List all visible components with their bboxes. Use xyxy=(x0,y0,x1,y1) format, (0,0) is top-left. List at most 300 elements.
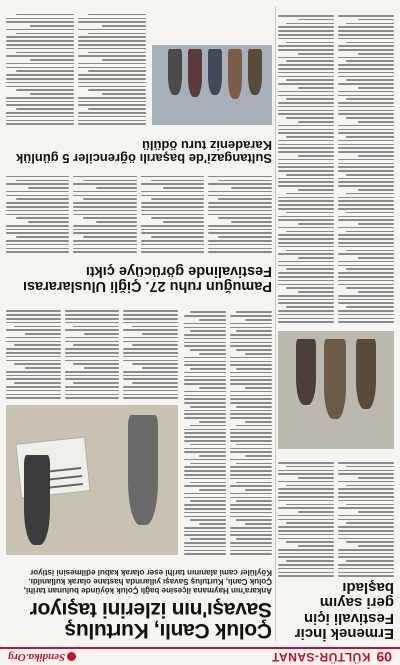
text-line xyxy=(278,314,334,316)
text-line xyxy=(6,21,74,23)
text-line xyxy=(6,348,61,350)
text-line xyxy=(358,477,394,479)
text-line xyxy=(278,26,334,28)
text-line xyxy=(230,459,272,461)
text-line xyxy=(338,526,394,528)
text-line xyxy=(102,59,146,61)
text-line xyxy=(338,76,394,78)
text-line xyxy=(142,367,178,369)
text-line xyxy=(16,108,74,110)
text-line xyxy=(6,195,70,197)
photo-figure xyxy=(296,339,316,405)
text-line xyxy=(338,49,394,51)
text-line xyxy=(184,357,226,359)
text-line xyxy=(74,191,138,193)
text-line xyxy=(6,18,74,20)
text-line xyxy=(231,187,272,189)
text-line xyxy=(338,564,394,566)
text-line xyxy=(338,261,394,263)
text-line xyxy=(338,515,394,517)
text-line xyxy=(358,257,394,259)
text-line xyxy=(278,572,334,574)
text-line xyxy=(184,474,226,476)
text-line xyxy=(6,78,74,80)
text-line xyxy=(14,363,60,365)
text-line xyxy=(230,429,272,431)
text-line xyxy=(123,375,178,377)
text-line xyxy=(16,236,70,238)
text-line xyxy=(338,208,394,210)
text-line xyxy=(14,344,60,346)
lead-story-deck: Ankara'nın Haymana ilçesine bağlı Çoluk köyünde bulunan tarihi, Çoluk Canlı, Kurtuluş Savaşı yıllarında hastane olarak kullanıldı. Köylüler cami alanının tarihi eser olarak kabul edilmesini istiyor xyxy=(23,567,272,596)
text-line xyxy=(184,361,226,363)
text-line xyxy=(358,511,394,513)
section-label: KÜLTÜR-SANAT xyxy=(271,650,371,664)
text-line xyxy=(338,470,394,472)
text-line xyxy=(338,557,394,559)
text-line xyxy=(141,210,205,212)
text-line xyxy=(184,497,226,499)
text-line xyxy=(88,52,146,54)
text-line xyxy=(123,397,178,399)
text-line xyxy=(65,390,120,392)
text-line xyxy=(338,170,394,172)
text-line xyxy=(230,466,272,468)
text-line xyxy=(184,327,226,329)
masthead-brand[interactable] xyxy=(8,651,76,663)
text-line xyxy=(218,236,272,238)
text-line xyxy=(123,341,178,343)
text-line xyxy=(184,550,226,552)
text-line xyxy=(88,108,146,110)
text-line xyxy=(78,67,146,69)
text-line xyxy=(230,512,272,514)
third-story-photo xyxy=(152,45,272,125)
text-line xyxy=(230,395,272,397)
text-line xyxy=(278,197,334,199)
text-column xyxy=(338,9,394,323)
text-line xyxy=(338,276,394,278)
text-line xyxy=(278,113,334,115)
text-line xyxy=(278,182,334,184)
text-column xyxy=(184,305,226,555)
text-line xyxy=(16,14,74,16)
text-line xyxy=(199,489,226,491)
text-line xyxy=(286,193,334,195)
text-line xyxy=(184,376,226,378)
text-line xyxy=(6,386,61,388)
text-line xyxy=(338,200,394,202)
text-line xyxy=(6,120,74,122)
text-line xyxy=(141,206,205,208)
text-line xyxy=(184,535,226,537)
text-line xyxy=(74,195,138,197)
text-line xyxy=(184,516,226,518)
text-line xyxy=(78,97,146,99)
text-line xyxy=(65,394,120,396)
photo-figure xyxy=(228,49,242,99)
text-line xyxy=(74,244,138,246)
text-line xyxy=(151,180,205,182)
text-line xyxy=(230,391,272,393)
text-line xyxy=(346,136,394,138)
text-line xyxy=(338,204,394,206)
text-line xyxy=(236,368,272,370)
text-line xyxy=(218,217,272,219)
text-line xyxy=(338,299,394,301)
left-story-headline[interactable]: Ermenek İncir Festivali için geri sayım başladı xyxy=(294,579,394,642)
text-line xyxy=(78,101,146,103)
text-line xyxy=(74,251,138,253)
second-story-headline[interactable]: Pamuğun ruhu 27. Çiğli Uluslararası Festivalinde görücüye çıktı xyxy=(23,263,272,294)
text-line xyxy=(184,508,226,510)
text-line xyxy=(230,361,272,363)
text-line xyxy=(184,527,226,529)
text-line xyxy=(230,357,272,359)
text-line xyxy=(6,310,61,312)
text-line xyxy=(358,19,394,21)
text-line xyxy=(6,244,70,246)
text-line xyxy=(209,244,273,246)
text-line xyxy=(78,105,146,107)
text-line xyxy=(190,500,226,502)
text-line xyxy=(338,113,394,115)
text-line xyxy=(338,295,394,297)
text-line xyxy=(6,240,70,242)
text-line xyxy=(298,121,334,123)
text-line xyxy=(184,395,226,397)
text-column xyxy=(278,457,334,577)
text-line xyxy=(141,176,205,178)
text-line xyxy=(230,448,272,450)
text-line xyxy=(358,291,394,293)
text-line xyxy=(278,534,334,536)
text-line xyxy=(338,147,394,149)
text-line xyxy=(278,280,334,282)
third-story-headline[interactable]: Sultangazi'de başarılı öğrenciler 5 günlük Karadeniz turu ödülü xyxy=(16,137,272,166)
text-line xyxy=(6,397,61,399)
text-line xyxy=(278,76,334,78)
text-line xyxy=(190,425,226,427)
text-line xyxy=(230,546,272,548)
text-line xyxy=(6,74,74,76)
text-line xyxy=(346,287,394,289)
brand-name: Sendika.Org xyxy=(8,651,66,663)
text-line xyxy=(346,42,394,44)
text-line xyxy=(65,310,120,312)
text-line xyxy=(338,125,394,127)
text-line xyxy=(278,200,334,202)
left-story-body-top xyxy=(278,457,394,577)
text-line xyxy=(65,386,120,388)
text-line xyxy=(6,318,61,320)
text-line xyxy=(338,83,394,85)
text-line xyxy=(184,315,226,317)
text-line xyxy=(123,329,178,331)
text-line xyxy=(346,98,394,100)
text-line xyxy=(6,202,70,204)
text-column xyxy=(6,173,70,253)
text-line xyxy=(132,382,178,384)
text-line xyxy=(230,451,272,453)
text-line xyxy=(123,371,178,373)
text-line xyxy=(65,322,120,324)
text-line xyxy=(184,410,226,412)
text-line xyxy=(230,379,272,381)
text-line xyxy=(278,549,334,551)
text-line xyxy=(236,349,272,351)
text-line xyxy=(338,534,394,536)
text-line xyxy=(6,394,61,396)
text-line xyxy=(298,257,334,259)
text-line xyxy=(346,466,394,468)
text-line xyxy=(65,360,120,362)
text-line xyxy=(230,531,272,533)
text-line xyxy=(184,402,226,404)
text-line xyxy=(141,248,205,250)
text-line xyxy=(151,198,205,200)
text-line xyxy=(209,214,273,216)
text-line xyxy=(230,315,272,317)
text-line xyxy=(278,284,334,286)
text-line xyxy=(236,425,272,427)
text-line xyxy=(6,329,61,331)
text-line xyxy=(278,140,334,142)
text-line xyxy=(199,319,226,321)
text-line xyxy=(190,368,226,370)
text-line xyxy=(184,485,226,487)
text-line xyxy=(358,223,394,225)
text-line xyxy=(236,406,272,408)
text-line xyxy=(278,242,334,244)
text-line xyxy=(338,496,394,498)
text-line xyxy=(123,386,178,388)
text-line xyxy=(230,372,272,374)
text-line xyxy=(278,321,334,323)
text-line xyxy=(6,55,74,57)
photo-figure xyxy=(188,49,202,97)
text-line xyxy=(184,531,226,533)
text-line xyxy=(298,511,334,513)
text-line xyxy=(298,223,334,225)
text-line xyxy=(346,560,394,562)
text-line xyxy=(346,485,394,487)
text-line xyxy=(184,342,226,344)
text-line xyxy=(286,174,334,176)
text-line xyxy=(278,318,334,320)
text-line xyxy=(190,349,226,351)
text-line xyxy=(346,79,394,81)
text-line xyxy=(278,110,334,112)
text-line xyxy=(184,512,226,514)
text-line xyxy=(278,299,334,301)
text-line xyxy=(74,210,138,212)
text-line xyxy=(65,356,120,358)
text-line xyxy=(184,459,226,461)
text-line xyxy=(286,231,334,233)
text-line xyxy=(338,246,394,248)
page-header xyxy=(0,647,400,665)
text-line xyxy=(338,68,394,70)
text-line xyxy=(6,322,61,324)
text-line xyxy=(6,86,74,88)
text-line xyxy=(230,497,272,499)
text-line xyxy=(73,363,119,365)
text-line xyxy=(78,29,146,31)
text-column xyxy=(209,173,273,253)
text-line xyxy=(184,338,226,340)
text-line xyxy=(245,387,272,389)
text-line xyxy=(346,306,394,308)
text-line xyxy=(338,110,394,112)
text-line xyxy=(151,236,205,238)
text-line xyxy=(278,310,334,312)
text-line xyxy=(88,14,146,16)
text-line xyxy=(6,225,70,227)
text-line xyxy=(190,463,226,465)
text-line xyxy=(338,568,394,570)
text-line xyxy=(338,216,394,218)
text-line xyxy=(78,116,146,118)
text-line xyxy=(338,140,394,142)
text-line xyxy=(286,212,334,214)
text-line xyxy=(278,500,334,502)
text-line xyxy=(278,68,334,70)
text-line xyxy=(184,383,226,385)
text-line xyxy=(163,221,204,223)
text-line xyxy=(346,231,394,233)
text-line xyxy=(286,504,334,506)
text-line xyxy=(123,356,178,358)
text-line xyxy=(123,390,178,392)
text-line xyxy=(230,432,272,434)
text-line xyxy=(278,72,334,74)
text-line xyxy=(16,89,74,91)
text-line xyxy=(6,341,61,343)
text-line xyxy=(298,189,334,191)
text-line xyxy=(338,481,394,483)
text-line xyxy=(358,53,394,55)
text-line xyxy=(236,330,272,332)
photo-figure xyxy=(128,415,158,525)
text-line xyxy=(286,98,334,100)
text-line xyxy=(278,568,334,570)
text-line xyxy=(209,176,273,178)
text-line xyxy=(83,198,137,200)
text-line xyxy=(163,187,204,189)
column-divider xyxy=(275,6,276,641)
lead-story-body-right xyxy=(6,305,178,399)
text-line xyxy=(338,519,394,521)
text-line xyxy=(190,519,226,521)
text-line xyxy=(30,25,74,27)
text-line xyxy=(199,523,226,525)
text-line xyxy=(346,61,394,63)
text-line xyxy=(278,34,334,36)
text-line xyxy=(338,129,394,131)
text-line xyxy=(358,87,394,89)
text-line xyxy=(184,478,226,480)
text-line xyxy=(65,371,120,373)
text-line xyxy=(346,268,394,270)
text-line xyxy=(184,364,226,366)
text-line xyxy=(88,89,146,91)
text-line xyxy=(6,356,61,358)
text-line xyxy=(278,530,334,532)
text-line xyxy=(209,233,273,235)
text-line xyxy=(278,163,334,165)
text-line xyxy=(209,191,273,193)
text-line xyxy=(184,417,226,419)
text-line xyxy=(346,250,394,252)
text-line xyxy=(278,129,334,131)
lead-story-headline[interactable]: Çoluk Canlı, Kurtuluş Savaşı'nın izlerini taşıyor xyxy=(30,597,272,642)
text-line xyxy=(236,482,272,484)
lead-story xyxy=(6,568,272,641)
text-line xyxy=(338,280,394,282)
text-line xyxy=(190,482,226,484)
text-line xyxy=(338,318,394,320)
text-line xyxy=(78,86,146,88)
text-line xyxy=(338,572,394,574)
text-line xyxy=(96,187,137,189)
text-line xyxy=(338,265,394,267)
text-line xyxy=(358,545,394,547)
text-line xyxy=(230,414,272,416)
text-line xyxy=(123,322,178,324)
text-line xyxy=(278,492,334,494)
text-line xyxy=(141,225,205,227)
text-line xyxy=(230,516,272,518)
text-line xyxy=(141,191,205,193)
text-line xyxy=(338,219,394,221)
text-line xyxy=(230,398,272,400)
text-line xyxy=(83,180,137,182)
brand-logo-icon xyxy=(67,653,76,662)
text-line xyxy=(338,178,394,180)
text-line xyxy=(278,253,334,255)
text-line xyxy=(209,248,273,250)
text-line xyxy=(78,120,146,122)
text-line xyxy=(88,33,146,35)
text-line xyxy=(278,83,334,85)
text-line xyxy=(209,225,273,227)
text-line xyxy=(278,265,334,267)
text-line xyxy=(278,132,334,134)
text-line xyxy=(102,93,146,95)
text-line xyxy=(199,421,226,423)
text-line xyxy=(278,261,334,263)
text-line xyxy=(184,432,226,434)
text-line xyxy=(338,163,394,165)
photo-figure xyxy=(208,49,222,95)
text-line xyxy=(209,206,273,208)
text-line xyxy=(16,70,74,72)
text-line xyxy=(78,112,146,114)
text-line xyxy=(230,327,272,329)
left-story-body-bottom xyxy=(278,9,394,323)
text-line xyxy=(338,159,394,161)
text-line xyxy=(286,42,334,44)
text-line xyxy=(184,470,226,472)
text-line xyxy=(6,352,61,354)
text-line xyxy=(286,306,334,308)
text-line xyxy=(16,180,70,182)
text-line xyxy=(278,553,334,555)
text-line xyxy=(209,195,273,197)
text-line xyxy=(74,176,138,178)
text-line xyxy=(230,334,272,336)
